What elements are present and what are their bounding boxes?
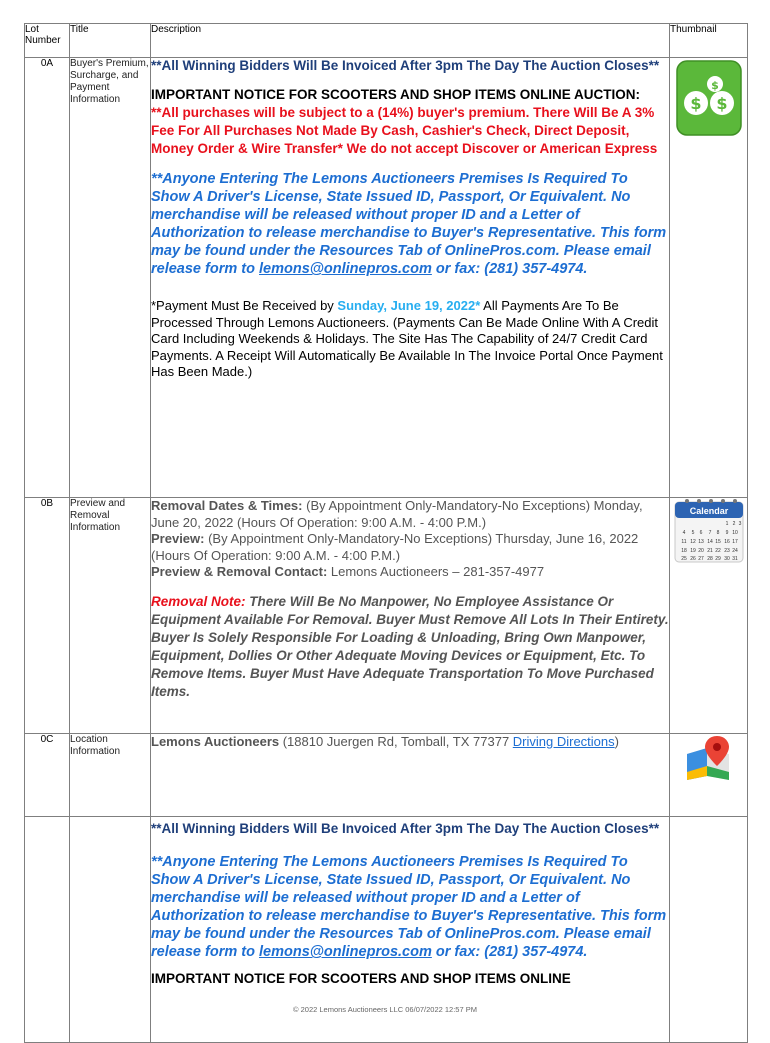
- contact-info: [151, 564, 669, 581]
- location-address: (18810 Juergen Rd, Tomball, TX 77377: [279, 734, 513, 749]
- svg-text:24: 24: [731, 548, 738, 554]
- removal-note: [151, 593, 669, 701]
- payment-rest: All Payments Are To Be Processed Through Lemons Auctioneers. (Payments Can Be Made Online With A Credit Card Including Weekends & Holidays. The Site Has The Capability of 24/7 Credit Card Payments. A Receipt Will Automatically Be Available In The Invoice Portal Once Payment Has Been Made.): [151, 298, 663, 379]
- header-lot-number: Lot Number: [25, 24, 70, 58]
- id-notice-text: **Anyone Entering The Lemons Auctioneers Premises Is Required To Show A Driver's License, State Issued ID, Passport, Or Equivalent. No merchandise will be released without proper ID and a Letter of Authorization to release merchandise to Buyer's Representative. This form may be found under the Resources Tab of OnlinePros.com. Please email release form to: [151, 171, 667, 277]
- important-notice-fees: **All purchases will be subject to a (14%) buyer's premium. There Will Be A 3% Fee For All Purchases Not Made By Cash, Cashier's Check, Direct Deposit, Money Order & Wire Transfer* We do not accept Discover or American Express: [151, 105, 658, 156]
- lot-number: 0A: [25, 58, 70, 498]
- table-header-row: [25, 24, 748, 58]
- svg-text:$: $: [715, 94, 728, 113]
- svg-text:2: 2: [732, 521, 735, 527]
- svg-text:3: 3: [738, 521, 741, 527]
- table-row: [25, 58, 748, 498]
- svg-text:$: $: [710, 79, 719, 92]
- invoice-notice: **All Winning Bidders Will Be Invoiced After 3pm The Day The Auction Closes**: [151, 821, 660, 836]
- removal-dates: [151, 498, 669, 531]
- header-title: Title: [70, 24, 151, 58]
- svg-text:18: 18: [680, 548, 687, 554]
- svg-text:31: 31: [731, 556, 738, 562]
- money-icon: [674, 58, 744, 138]
- important-notice-prefix: IMPORTANT NOTICE FOR SCOOTERS AND SHOP ITEMS ONLINE: [151, 971, 571, 986]
- lot-title: Buyer's Premium, Surcharge, and Payment Information: [70, 58, 151, 498]
- header-thumbnail: Thumbnail: [670, 24, 748, 58]
- svg-text:21: 21: [706, 548, 713, 554]
- lots-table: [24, 23, 748, 1043]
- email-link[interactable]: lemons@onlinepros.com: [259, 944, 432, 960]
- id-notice-text: **Anyone Entering The Lemons Auctioneers Premises Is Required To Show A Driver's License, State Issued ID, Passport, Or Equivalent. No merchandise will be released without proper ID and a Letter of Authorization to release merchandise to Buyer's Representative. This form may be found under the Resources Tab of OnlinePros.com. Please email release form to: [151, 854, 667, 960]
- lot-number: 0B: [25, 498, 70, 734]
- lot-number: 0C: [25, 734, 70, 817]
- svg-text:30: 30: [723, 556, 730, 562]
- svg-text:20: 20: [697, 548, 704, 554]
- svg-text:27: 27: [697, 556, 704, 562]
- lot-title: Preview and Removal Information: [70, 498, 151, 734]
- svg-text:9: 9: [725, 530, 728, 536]
- svg-text:10: 10: [731, 530, 738, 536]
- map-pin-icon: [683, 734, 735, 782]
- calendar-title: Calendar: [689, 506, 728, 516]
- important-notice: [151, 86, 669, 158]
- preview-label: Preview:: [151, 531, 205, 546]
- payment-date: Sunday, June 19, 2022*: [337, 298, 481, 313]
- thumbnail-cell: [670, 734, 748, 817]
- lot-description: [151, 498, 670, 734]
- svg-text:15: 15: [714, 539, 721, 545]
- location-info: [151, 734, 669, 751]
- location-name: Lemons Auctioneers: [151, 734, 280, 749]
- table-row: [25, 734, 748, 817]
- svg-text:13: 13: [697, 539, 704, 545]
- id-notice: [151, 853, 669, 961]
- removal-dates-label: Removal Dates & Times:: [151, 498, 303, 513]
- fax-text: or fax: (281) 357-4974.: [431, 261, 588, 277]
- preview-text: (By Appointment Only-Mandatory-No Exceptions) Thursday, June 16, 2022 (Hours Of Operation: 9:00 A.M. - 4:00 P.M.): [151, 531, 639, 563]
- preview-dates: [151, 531, 669, 564]
- payment-prefix: *Payment Must Be Received by: [151, 298, 338, 313]
- calendar-icon: [673, 498, 745, 564]
- location-close: ): [614, 734, 619, 749]
- lot-description: [151, 734, 670, 817]
- svg-text:4: 4: [682, 530, 685, 536]
- svg-text:28: 28: [706, 556, 713, 562]
- svg-text:19: 19: [689, 548, 696, 554]
- svg-text:5: 5: [691, 530, 694, 536]
- contact-label: Preview & Removal Contact:: [151, 564, 328, 579]
- svg-text:16: 16: [723, 539, 730, 545]
- svg-text:8: 8: [716, 530, 719, 536]
- svg-text:14: 14: [706, 539, 713, 545]
- thumbnail-cell: [670, 498, 748, 734]
- svg-text:11: 11: [680, 539, 687, 545]
- contact-text: Lemons Auctioneers – 281-357-4977: [327, 564, 545, 579]
- svg-text:$: $: [689, 94, 702, 113]
- invoice-notice: **All Winning Bidders Will Be Invoiced After 3pm The Day The Auction Closes**: [151, 58, 660, 73]
- fax-text: or fax: (281) 357-4974.: [431, 944, 588, 960]
- page-footer: © 2022 Lemons Auctioneers LLC 06/07/2022 12:57 PM: [293, 1005, 477, 1014]
- header-description: Description: [151, 24, 670, 58]
- removal-dates-text: (By Appointment Only-Mandatory-No Exceptions) Monday, June 20, 2022 (Hours Of Operation: 9:00 A.M. - 4:00 P.M.): [151, 498, 643, 530]
- email-link[interactable]: lemons@onlinepros.com: [259, 261, 432, 277]
- id-notice: [151, 170, 669, 278]
- svg-text:25: 25: [680, 556, 687, 562]
- svg-text:17: 17: [731, 539, 738, 545]
- lot-description: [151, 58, 670, 498]
- svg-text:22: 22: [714, 548, 721, 554]
- svg-text:6: 6: [699, 530, 702, 536]
- removal-note-text: There Will Be No Manpower, No Employee Assistance Or Equipment Available For Removal. Buyer Must Remove All Lots In Their Entirety. Buyer Is Solely Responsible For Loading & Unloading, Bring Own Manpower, Equipment, Dollies Or Other Adequate Moving Devices or Equipment, Etc. To Remove Items. Buyer Must Have Adequate Transportation To Move Purchased Items.: [151, 593, 669, 699]
- table-row: [25, 498, 748, 734]
- important-notice-prefix: IMPORTANT NOTICE FOR SCOOTERS AND SHOP ITEMS ONLINE AUCTION:: [151, 87, 641, 102]
- svg-text:23: 23: [723, 548, 730, 554]
- driving-directions-link[interactable]: Driving Directions: [512, 734, 615, 749]
- thumbnail-cell: [670, 58, 748, 498]
- lot-title: Location Information: [70, 734, 151, 817]
- payment-notice: [151, 298, 669, 381]
- svg-text:29: 29: [714, 556, 721, 562]
- svg-text:1: 1: [725, 521, 728, 527]
- removal-note-label: Removal Note:: [151, 593, 246, 609]
- svg-text:26: 26: [689, 556, 696, 562]
- svg-text:7: 7: [708, 530, 711, 536]
- svg-text:12: 12: [689, 539, 696, 545]
